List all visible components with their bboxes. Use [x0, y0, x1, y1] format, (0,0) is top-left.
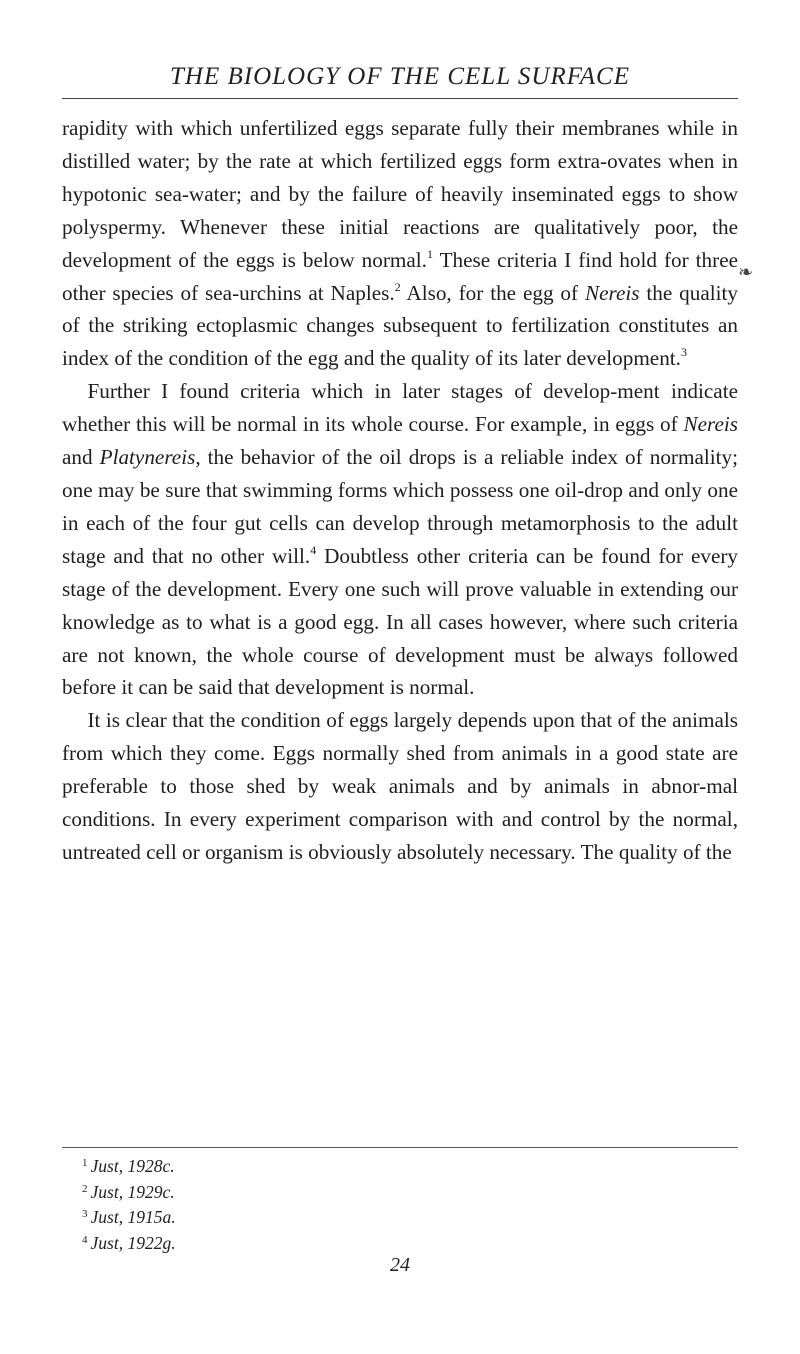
paragraph-2 — [62, 375, 738, 704]
footnote-marker[interactable]: 3 — [680, 345, 687, 360]
text-run: , the behavior of the oil drops is a reliable index of normality; one may be sure that swimming forms which possess one oil-drop and only one in each of the four gut cells can develop through metamorphosis to the adult stage and that no other will. — [62, 445, 738, 568]
text-run: Doubtless other criteria can be found for every stage of the development. Every one such will prove valuable in extending our knowledge as to what is a good egg. In all cases however, where such criteria are not known, the whole course of development must be always followed before it can be said that development is normal. — [62, 543, 739, 700]
footnote-reference: Just, 1915a. — [90, 1207, 176, 1227]
text-run: Also, for the egg of — [400, 280, 585, 305]
margin-mark-icon: ❧ — [738, 262, 754, 282]
footnote-marker[interactable]: 1 — [426, 246, 433, 261]
page-number: 24 — [390, 1254, 410, 1276]
footnote-number: 3 — [82, 1208, 88, 1220]
footnote-marker[interactable]: 4 — [310, 542, 317, 557]
paragraph-3 — [62, 704, 738, 869]
species-name: Platynereis — [99, 445, 196, 470]
footnote-2 — [82, 1180, 722, 1206]
footnote-rule — [62, 1147, 738, 1148]
text-run: These criteria I find hold for three other species of sea-urchins at Naples. — [62, 247, 739, 305]
footnote-3 — [82, 1205, 722, 1231]
species-name: Nereis — [584, 280, 640, 305]
footnote-reference: Just, 1929c. — [90, 1181, 175, 1202]
header-rule — [62, 98, 738, 99]
footnote-number: 4 — [82, 1233, 88, 1246]
running-head: THE BIOLOGY OF THE CELL SURFACE — [170, 63, 630, 90]
footnotes — [82, 1154, 722, 1256]
footnote-marker[interactable]: 2 — [394, 279, 401, 294]
paragraph-1 — [62, 112, 738, 375]
text-run: the quality of the striking ectoplasmic changes subsequent to fertilization constitutes an index of the condition of the egg and the quality of its later development. — [62, 280, 738, 371]
text-run: Further I found criteria which in later stages of develop-ment indicate whether this will be normal in its whole course. For example, in eggs of — [62, 379, 738, 437]
text-run: and — [62, 445, 100, 470]
footnote-reference: Just, 1922g. — [90, 1232, 176, 1253]
footnote-1 — [82, 1154, 722, 1180]
footnote-number: 1 — [82, 1157, 88, 1169]
footnote-number: 2 — [82, 1182, 88, 1195]
species-name: Nereis — [683, 412, 738, 437]
footnote-4 — [82, 1231, 722, 1257]
text-run: rapidity with which unfertilized eggs separate fully their membranes while in distilled water; by the rate at which fertilized eggs form extra-ovates when in hypotonic sea-water; and by the failure of heavily inseminated eggs to show polyspermy. Whenever these initial reactions are qualitatively poor, the development of the eggs is below normal. — [62, 116, 738, 272]
text-run: It is clear that the condition of eggs largely depends upon that of the animals from which they come. Eggs normally shed from animals in a good state are preferable to those shed by weak animals and by animals in abnor-mal conditions. In every experiment comparison with and control by the normal, untreated cell or organism is obviously absolutely necessary. The quality of the — [62, 708, 738, 864]
footnote-reference: Just, 1928c. — [90, 1156, 175, 1176]
body-text — [62, 112, 738, 869]
